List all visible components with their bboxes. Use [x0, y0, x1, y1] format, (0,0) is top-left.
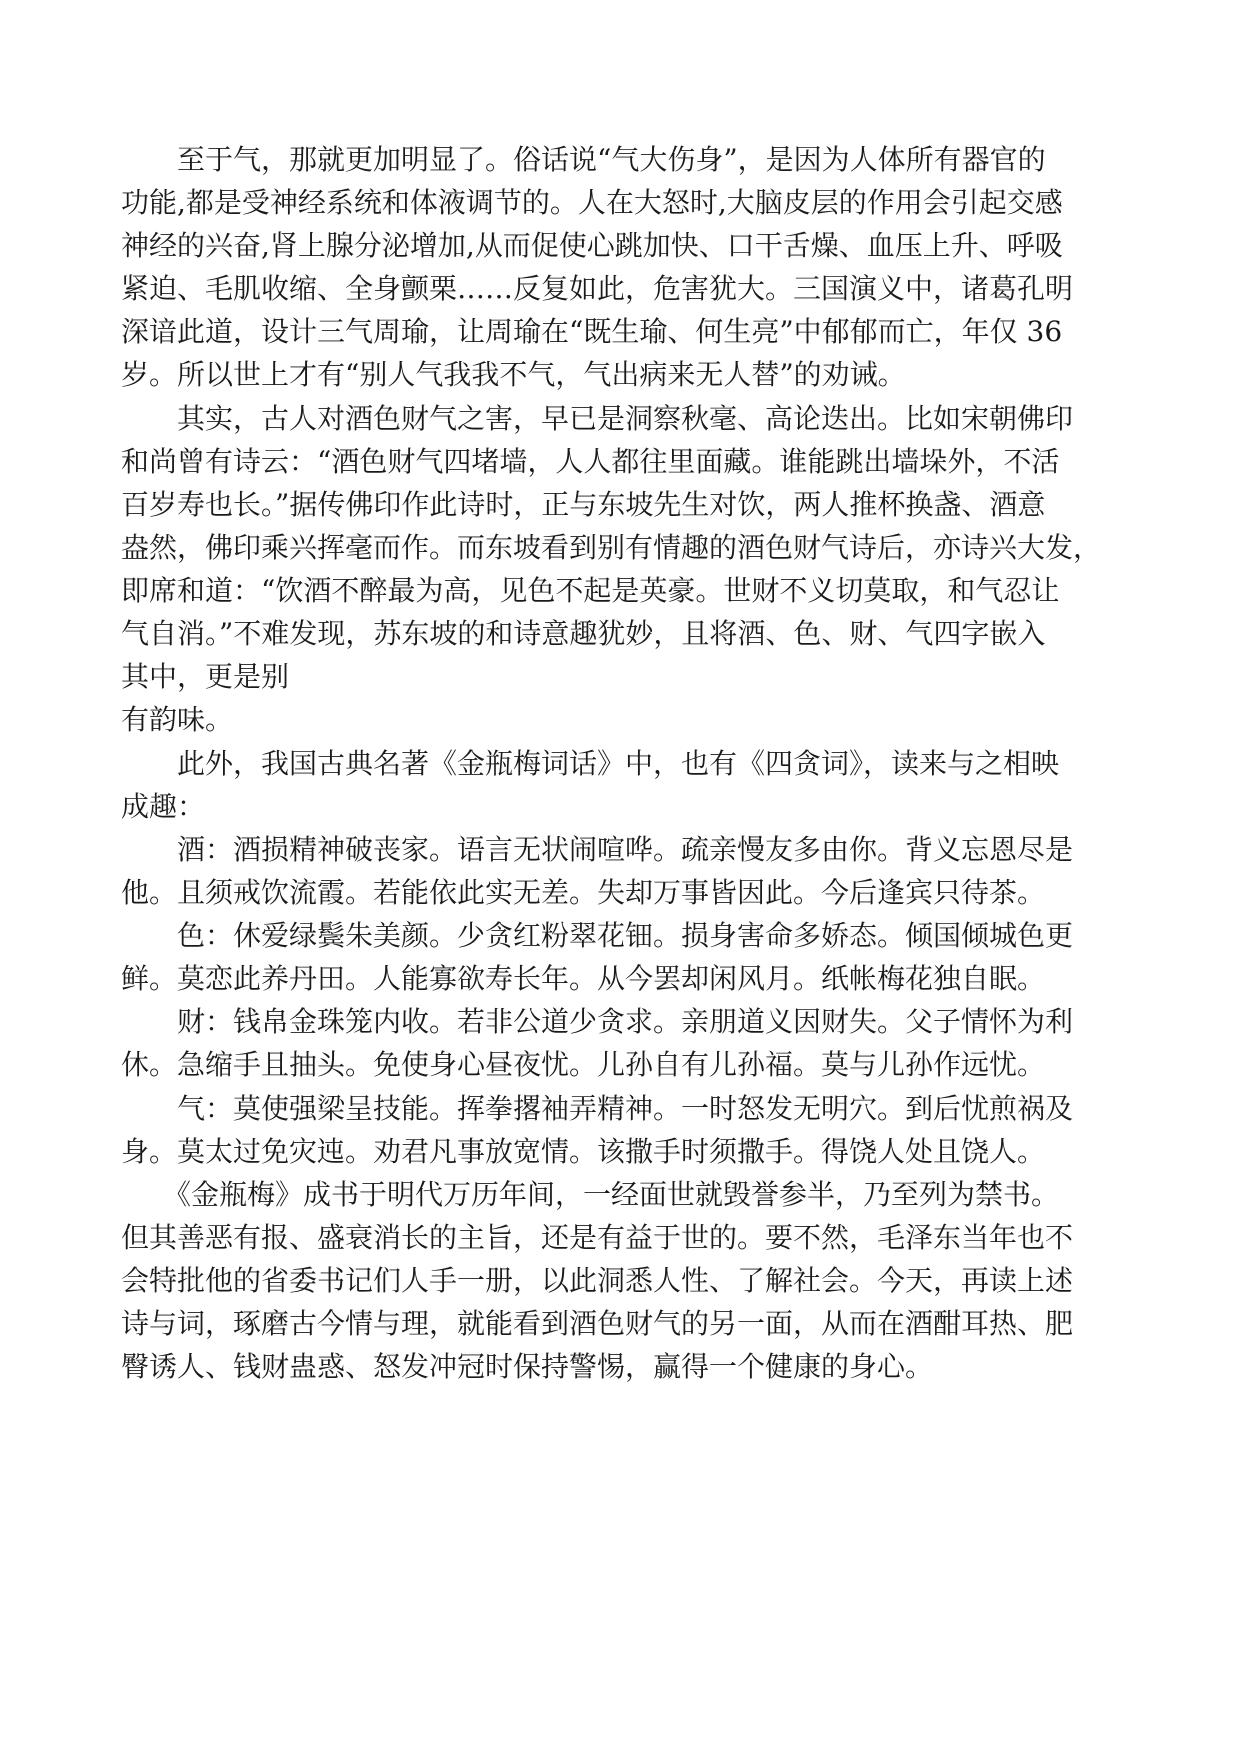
text-line: 休。急缩手且抽头。免使身心昼夜忧。儿孙自有儿孙福。莫与儿孙作远忧。 [121, 1048, 1046, 1081]
text-line: 酒：酒损精神破丧家。语言无状闹喧哗。疏亲慢友多由你。背义忘恩尽是 [121, 833, 1074, 866]
text-line: 臀诱人、钱财蛊惑、怒发冲冠时保持警惕，赢得一个健康的身心。 [121, 1350, 934, 1383]
text-line: 神经的兴奋,肾上腺分泌增加,从而促使心跳加快、口干舌燥、血压上升、呼吸 [121, 229, 1063, 262]
text-line: 气：莫使强梁呈技能。挥拳撂袖弄精神。一时怒发无明穴。到后忧煎祸及 [121, 1092, 1074, 1125]
text-line: 身。莫太过免灾迍。劝君凡事放宽情。该撒手时须撒手。得饶人处且饶人。 [121, 1135, 1046, 1168]
text-line: 至于气，那就更加明显了。俗话说“气大伤身”，是因为人体所有器官的 [121, 143, 1046, 176]
text-line: 其实，古人对酒色财气之害，早已是洞察秋毫、高论迭出。比如宋朝佛印 [121, 402, 1074, 435]
text-line: 深谙此道，设计三气周瑜，让周瑜在“既生瑜、何生亮”中郁郁而亡，年仅 36 [121, 315, 1063, 348]
text-line: 《金瓶梅》成书于明代万历年间，一经面世就毁誉参半，乃至列为禁书。 [121, 1178, 1060, 1211]
text-line: 有韵味。 [121, 703, 234, 736]
text-line: 但其善恶有报、盛衰消长的主旨，还是有益于世的。要不然，毛泽东当年也不 [121, 1221, 1074, 1254]
text-line: 盎然，佛印乘兴挥毫而作。而东坡看到别有情趣的酒色财气诗后，亦诗兴大发， [121, 531, 1102, 564]
text-line: 鲜。莫恋此养丹田。人能寡欲寿长年。从今罢却闲风月。纸帐梅花独自眠。 [121, 962, 1046, 995]
text-line: 财：钱帛金珠笼内收。若非公道少贪求。亲朋道义因财失。父子情怀为利 [121, 1005, 1074, 1038]
text-line: 功能,都是受神经系统和体液调节的。人在大怒时,大脑皮层的作用会引起交感 [121, 186, 1063, 219]
text-line: 岁。所以世上才有“别人气我我不气，气出病来无人替”的劝诫。 [121, 358, 906, 391]
text-line: 和尚曾有诗云：“酒色财气四堵墙，人人都往里面藏。谁能跳出墙垛外，不活 [121, 445, 1060, 478]
text-line: 百岁寿也长。”据传佛印作此诗时，正与东坡先生对饮，两人推杯换盏、酒意 [121, 488, 1046, 521]
text-line: 会特批他的省委书记们人手一册，以此洞悉人性、了解社会。今天，再读上述 [121, 1264, 1074, 1297]
text-line: 诗与词，琢磨古今情与理，就能看到酒色财气的另一面，从而在酒酣耳热、肥 [121, 1307, 1074, 1340]
text-line: 他。且须戒饮流霞。若能依此实无差。失却万事皆因此。今后逢宾只待茶。 [121, 876, 1046, 909]
text-line: 紧迫、毛肌收缩、全身颤栗……反复如此，危害犹大。三国演义中，诸葛孔明 [121, 272, 1074, 305]
text-line: 即席和道：“饮酒不醉最为高，见色不起是英豪。世财不义切莫取，和气忍让 [121, 574, 1060, 607]
text-line: 色：休爱绿鬓朱美颜。少贪红粉翠花钿。损身害命多娇态。倾国倾城色更 [121, 919, 1074, 952]
text-line: 气自消。”不难发现，苏东坡的和诗意趣犹妙，且将酒、色、财、气四字嵌入 [121, 617, 1046, 650]
text-line: 其中，更是别 [121, 660, 290, 693]
text-line: 成趣： [121, 790, 206, 823]
text-line: 此外，我国古典名著《金瓶梅词话》中，也有《四贪词》，读来与之相映 [121, 747, 1060, 780]
